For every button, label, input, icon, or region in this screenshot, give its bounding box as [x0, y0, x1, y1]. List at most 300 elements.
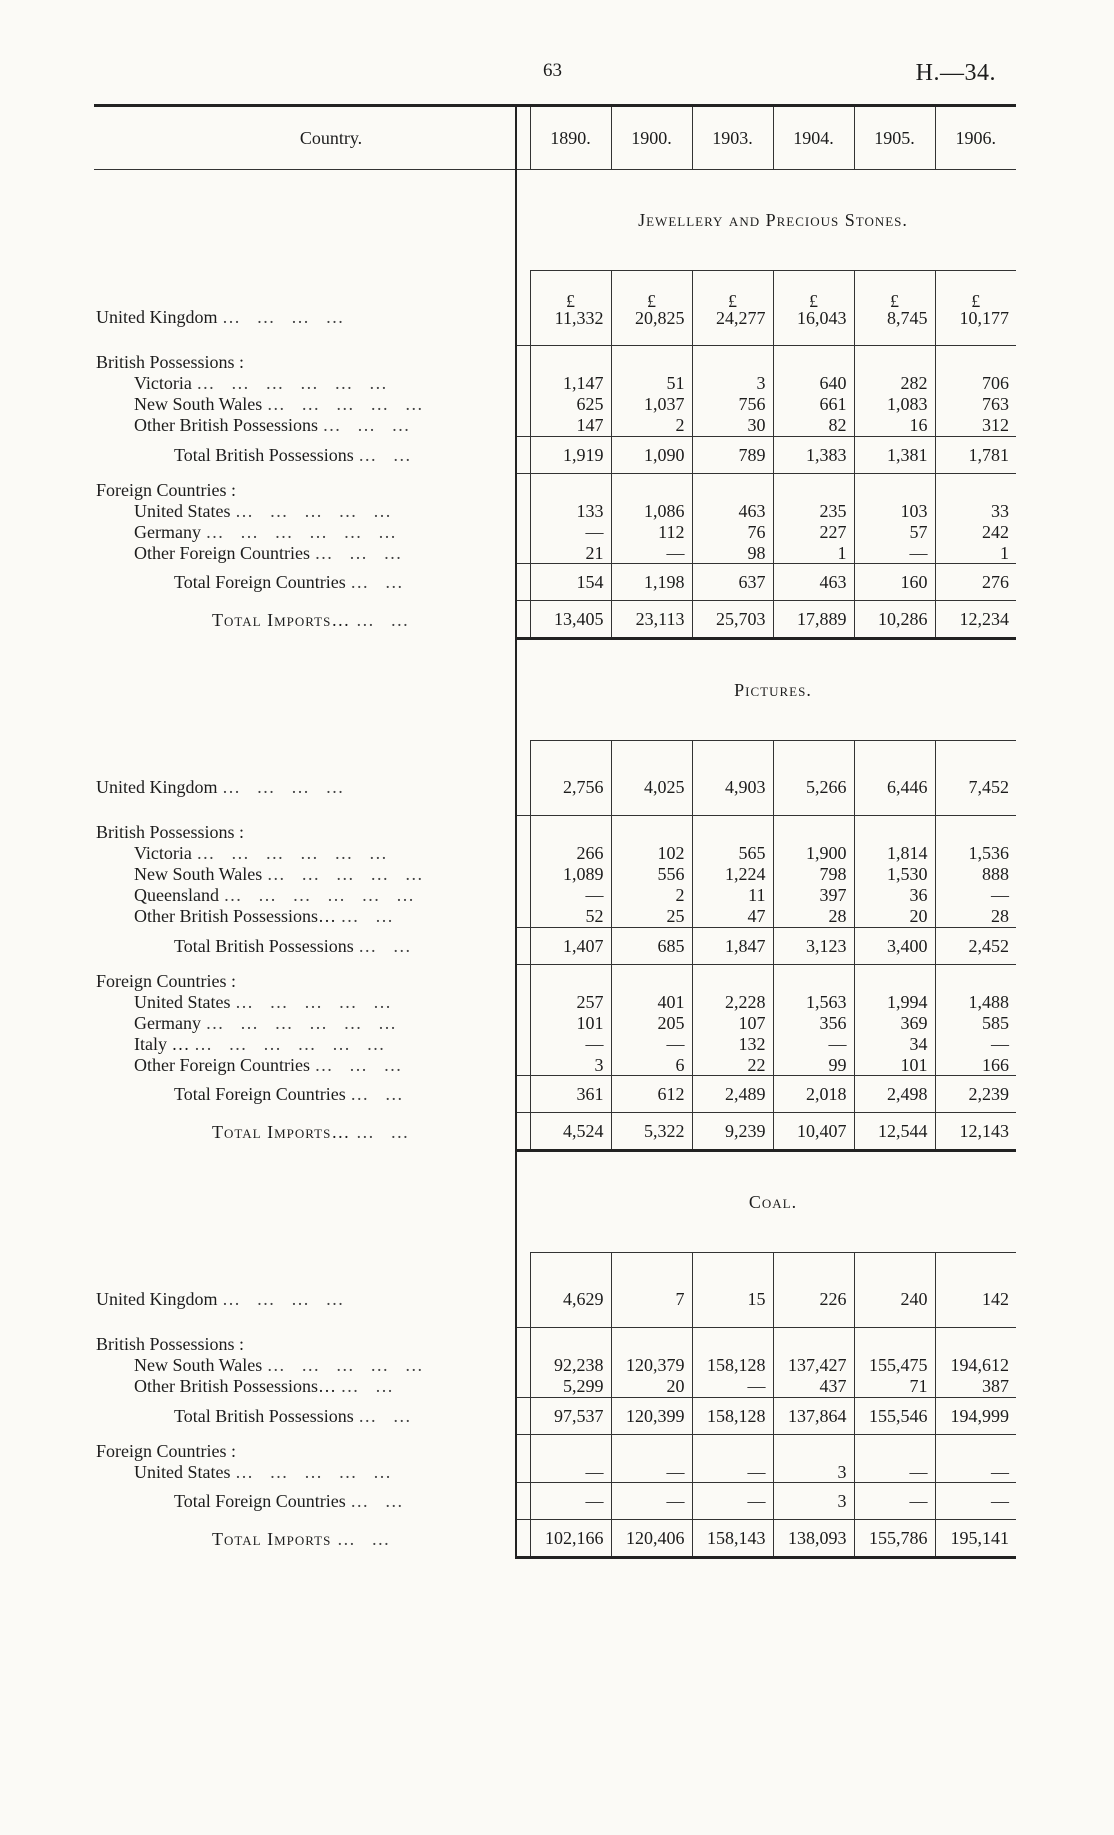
value-text: —: [991, 1491, 1009, 1511]
row-label-text: Total Foreign Countries: [174, 1084, 346, 1104]
value-cell: [530, 1397, 611, 1434]
value-cell: [611, 1461, 692, 1483]
column-divider: [516, 1355, 530, 1376]
dot-leaders: … … …: [314, 1054, 408, 1075]
value-text: 195,141: [950, 1528, 1009, 1548]
row-label-text: United States: [134, 500, 231, 521]
value-cell: [854, 373, 935, 394]
value-text: 5,266: [806, 777, 847, 797]
column-divider: [516, 991, 530, 1012]
value-cell: [530, 927, 611, 964]
value-text: 463: [738, 500, 766, 521]
value-cell: [530, 843, 611, 864]
value-text: 137,864: [788, 1405, 847, 1426]
page-number: 63: [543, 60, 562, 81]
column-divider: [516, 1054, 530, 1076]
value-cell: [773, 1355, 854, 1376]
value-text: —: [666, 1461, 685, 1482]
value-cell: [692, 415, 773, 437]
column-divider: [516, 1397, 530, 1434]
value-cell: [773, 601, 854, 639]
year-column-header: 1906.: [935, 106, 1016, 170]
column-divider: [516, 415, 530, 437]
group-heading: British Possessions :: [96, 352, 245, 372]
document-reference: H.—34.: [915, 60, 996, 86]
value-text: 155,546: [869, 1405, 928, 1426]
value-cell: [530, 542, 611, 564]
united-kingdom-row: [94, 271, 1016, 332]
value-cell: [854, 271, 935, 332]
value-text: —: [991, 1033, 1009, 1054]
value-text: 1,847: [725, 935, 766, 956]
table-header-row: [94, 106, 1016, 170]
column-divider: [516, 564, 530, 601]
value-text: 155,786: [869, 1528, 928, 1548]
column-divider: [516, 1520, 530, 1558]
group-heading: Foreign Countries :: [96, 1440, 236, 1461]
value-cell: [611, 1012, 692, 1033]
value-cell: [611, 601, 692, 639]
value-cell: [773, 864, 854, 885]
value-cell: [692, 1376, 773, 1398]
value-cell: [854, 1355, 935, 1376]
value-cell: [854, 1253, 935, 1314]
value-cell: [935, 1054, 1016, 1076]
value-cell: [692, 1113, 773, 1151]
column-divider: [516, 801, 530, 816]
value-text: 194,999: [950, 1405, 1009, 1426]
value-cell: [854, 521, 935, 542]
value-text: 33: [991, 500, 1009, 521]
value-cell: [854, 1012, 935, 1033]
value-cell: [611, 1076, 692, 1113]
column-divider: [516, 1076, 530, 1113]
value-cell: [773, 1376, 854, 1398]
value-cell: [773, 500, 854, 521]
value-cell: [773, 991, 854, 1012]
value-text: 2,452: [968, 935, 1009, 956]
value-cell: [935, 1397, 1016, 1434]
united-kingdom-row: [94, 1253, 1016, 1314]
value-text: 1,086: [644, 500, 685, 521]
row-label-text: Queensland: [134, 885, 219, 905]
column-divider: [516, 816, 530, 843]
value-text: 612: [657, 1084, 685, 1104]
value-cell: [935, 843, 1016, 864]
value-cell: [773, 1113, 854, 1151]
value-cell: [935, 1113, 1016, 1151]
value-text: 2,228: [725, 991, 766, 1012]
value-text: 47: [747, 906, 766, 926]
value-cell: [530, 1012, 611, 1033]
value-text: 1,919: [563, 444, 604, 465]
table-row: [94, 1012, 1016, 1033]
value-text: 12,544: [878, 1121, 928, 1141]
value-text: 437: [819, 1376, 847, 1396]
value-cell: [773, 542, 854, 564]
value-text: 361: [576, 1084, 604, 1104]
value-cell: [854, 991, 935, 1012]
row-label: [94, 1054, 516, 1076]
row-label-text: Victoria: [134, 843, 192, 863]
value-cell: [530, 1033, 611, 1054]
dot-leaders: … … … … …: [266, 394, 429, 414]
value-text: 16: [909, 415, 928, 435]
value-cell: [692, 991, 773, 1012]
value-cell: [854, 1483, 935, 1520]
row-label-text: United Kingdom: [96, 777, 218, 797]
value-text: 107: [738, 1012, 766, 1033]
column-divider: [516, 170, 530, 271]
row-label-text: Germany: [134, 521, 201, 542]
value-text: 798: [819, 864, 847, 884]
dot-leaders: … … …: [314, 542, 408, 563]
value-text: 276: [982, 572, 1009, 592]
value-cell: [935, 1033, 1016, 1054]
dot-leaders: … …: [358, 1405, 417, 1426]
row-label-text: Other Foreign Countries: [134, 542, 310, 563]
row-label: [94, 1012, 516, 1033]
value-text: 640: [819, 373, 847, 393]
row-label: [94, 373, 516, 394]
value-text: 1,563: [806, 991, 847, 1012]
value-text: 76: [747, 521, 766, 542]
column-divider: [516, 346, 530, 373]
row-label: [94, 1076, 516, 1113]
table-row: [94, 864, 1016, 885]
row-label: [94, 500, 516, 521]
value-text: 120,406: [626, 1528, 685, 1548]
value-cell: [773, 906, 854, 928]
value-text: 3: [756, 373, 766, 393]
dot-leaders: … … … … … …: [194, 1033, 391, 1054]
row-label-text: Total British Possessions: [174, 444, 354, 465]
value-cell: [692, 601, 773, 639]
row-label-text: Total Foreign Countries: [174, 1491, 346, 1511]
value-text: 112: [658, 521, 685, 542]
dot-leaders: … … … … …: [235, 500, 397, 521]
value-cell: [692, 542, 773, 564]
value-cell: [692, 1397, 773, 1434]
value-text: 15: [747, 1289, 766, 1309]
value-cell: [935, 601, 1016, 639]
value-text: —: [747, 1491, 766, 1511]
value-cell: [773, 271, 854, 332]
value-text: 789: [738, 444, 766, 465]
value-text: 57: [909, 521, 928, 542]
column-divider: [516, 331, 530, 346]
foreign-total-row: [94, 1483, 1016, 1520]
row-label-text: United Kingdom: [96, 1289, 218, 1309]
value-text: 25: [666, 906, 685, 926]
british-possessions-heading: [94, 346, 1016, 373]
value-text: —: [747, 1461, 766, 1482]
value-text: 1,089: [563, 864, 604, 884]
dot-leaders: … … … … … …: [205, 1012, 402, 1033]
column-divider: [516, 864, 530, 885]
table-row: [94, 542, 1016, 564]
value-text: —: [828, 1033, 847, 1054]
value-cell: [692, 1033, 773, 1054]
value-text: 1,037: [644, 394, 685, 414]
column-divider: [516, 639, 530, 741]
value-cell: [935, 542, 1016, 564]
value-cell: [773, 885, 854, 906]
value-cell: [530, 601, 611, 639]
value-text: 120,399: [626, 1405, 685, 1426]
row-label: [94, 394, 516, 415]
imports-table: [94, 104, 1016, 1559]
table-row: [94, 1376, 1016, 1398]
value-cell: [611, 271, 692, 332]
value-cell: [692, 373, 773, 394]
dot-leaders: … … … … … …: [223, 885, 420, 905]
year-column-header: 1905.: [854, 106, 935, 170]
value-cell: [530, 394, 611, 415]
value-cell: [530, 991, 611, 1012]
value-text: 6,446: [887, 777, 928, 797]
column-divider: [516, 1434, 530, 1461]
row-label-text: Total Imports…: [212, 609, 351, 630]
value-text: 888: [982, 864, 1009, 884]
section-title: Jewellery and Precious Stones.: [530, 170, 1016, 271]
value-cell: [854, 436, 935, 473]
value-text: —: [909, 1461, 928, 1482]
dot-leaders: … … … … …: [235, 991, 397, 1012]
dot-leaders: … … … … …: [266, 1355, 429, 1375]
table-row: [94, 1355, 1016, 1376]
column-divider: [516, 542, 530, 564]
value-cell: [611, 741, 692, 802]
value-text: 242: [982, 521, 1009, 542]
value-cell: [611, 1355, 692, 1376]
value-cell: [611, 1033, 692, 1054]
row-label: [94, 843, 516, 864]
column-divider: [516, 1113, 530, 1151]
value-text: —: [909, 1491, 928, 1511]
value-text: 20,825: [635, 308, 685, 328]
value-text: 2,756: [563, 777, 604, 797]
dot-leaders: … …: [340, 1376, 400, 1397]
value-cell: [530, 864, 611, 885]
value-text: 82: [828, 415, 847, 435]
value-cell: [530, 1355, 611, 1376]
row-label: [94, 271, 516, 332]
value-cell: [854, 394, 935, 415]
value-text: 4,524: [563, 1121, 604, 1141]
value-cell: [935, 906, 1016, 928]
value-cell: [530, 500, 611, 521]
value-cell: [611, 991, 692, 1012]
value-cell: [692, 436, 773, 473]
row-label-text: Total Imports: [212, 1528, 332, 1549]
value-text: 51: [666, 373, 685, 393]
value-text: 102: [657, 843, 685, 863]
table-row: [94, 521, 1016, 542]
column-divider: [516, 964, 530, 991]
dot-leaders: … …: [355, 1121, 415, 1142]
value-cell: [935, 1012, 1016, 1033]
table-row: [94, 843, 1016, 864]
value-cell: [773, 394, 854, 415]
value-text: 102,166: [545, 1528, 604, 1548]
column-divider: [516, 394, 530, 415]
value-cell: [773, 843, 854, 864]
value-cell: [692, 1461, 773, 1483]
currency-symbol: £: [728, 291, 737, 311]
row-label-text: New South Wales: [134, 864, 263, 884]
value-cell: [854, 564, 935, 601]
column-divider: [516, 373, 530, 394]
dot-leaders: … …: [350, 572, 409, 592]
row-label-text: Total Foreign Countries: [174, 572, 346, 592]
value-text: 1: [1000, 542, 1009, 563]
table-row: [94, 906, 1016, 928]
value-text: 166: [982, 1054, 1009, 1075]
value-text: 625: [576, 394, 604, 414]
value-text: 92,238: [554, 1355, 604, 1375]
value-text: 103: [900, 500, 928, 521]
value-text: 1,198: [644, 572, 685, 592]
value-cell: [935, 1461, 1016, 1483]
value-cell: [692, 1520, 773, 1558]
column-divider: [516, 500, 530, 521]
dot-leaders: … … … …: [222, 1289, 350, 1309]
british-possessions-heading: [94, 816, 1016, 843]
value-cell: [854, 885, 935, 906]
value-cell: [773, 1520, 854, 1558]
value-text: 142: [982, 1289, 1009, 1309]
value-cell: [530, 1076, 611, 1113]
value-text: 158,128: [707, 1405, 766, 1426]
row-label: [94, 415, 516, 437]
dot-leaders: … … … …: [222, 777, 350, 797]
value-text: 205: [657, 1012, 685, 1033]
value-cell: [530, 564, 611, 601]
value-cell: [530, 1483, 611, 1520]
table-row: [94, 991, 1016, 1012]
group-heading: British Possessions :: [96, 822, 245, 842]
value-cell: [611, 1397, 692, 1434]
value-cell: [611, 843, 692, 864]
currency-symbol: £: [809, 291, 818, 311]
value-text: 1,814: [887, 843, 928, 863]
value-cell: [611, 1483, 692, 1520]
row-label: [94, 1113, 516, 1151]
value-text: 1: [837, 542, 847, 563]
column-divider: [516, 1313, 530, 1328]
value-text: 97,537: [554, 1405, 604, 1426]
value-text: 685: [657, 935, 685, 956]
value-cell: [611, 500, 692, 521]
spacer-row: [94, 1313, 1016, 1328]
row-label: [94, 521, 516, 542]
value-cell: [854, 741, 935, 802]
value-text: 2,489: [725, 1084, 766, 1104]
value-text: 99: [828, 1054, 847, 1075]
value-text: 1,407: [563, 935, 604, 956]
value-cell: [854, 843, 935, 864]
value-text: 7: [675, 1289, 685, 1309]
value-text: 22: [747, 1054, 766, 1075]
value-text: 194,612: [950, 1355, 1009, 1375]
value-cell: [611, 864, 692, 885]
column-divider: [516, 1328, 530, 1355]
value-text: 25,703: [716, 609, 766, 629]
row-label: [94, 906, 516, 928]
british-possessions-heading: [94, 1328, 1016, 1355]
value-cell: [611, 542, 692, 564]
value-cell: [692, 271, 773, 332]
value-text: 463: [819, 572, 847, 592]
row-label-text: Other Foreign Countries: [134, 1054, 310, 1075]
value-text: —: [747, 1376, 766, 1396]
value-text: 132: [738, 1033, 766, 1054]
value-text: 3,123: [806, 935, 847, 956]
value-cell: [611, 885, 692, 906]
value-text: 2,239: [968, 1084, 1009, 1104]
dot-leaders: … …: [340, 906, 400, 927]
column-divider: [516, 436, 530, 473]
currency-symbol: £: [647, 291, 656, 311]
table-row: [94, 373, 1016, 394]
row-label: [94, 1253, 516, 1314]
value-text: 1,994: [887, 991, 928, 1012]
value-text: —: [991, 1461, 1009, 1482]
value-text: 4,903: [725, 777, 766, 797]
value-cell: [773, 373, 854, 394]
table-row: [94, 500, 1016, 521]
value-cell: [854, 1520, 935, 1558]
value-cell: [611, 1376, 692, 1398]
value-text: 7,452: [968, 777, 1009, 797]
value-cell: [773, 1076, 854, 1113]
value-cell: [935, 1355, 1016, 1376]
value-text: 12,234: [959, 609, 1009, 629]
spacer-row: [94, 331, 1016, 346]
value-text: 240: [900, 1289, 928, 1309]
table-row: [94, 1054, 1016, 1076]
value-cell: [854, 927, 935, 964]
group-heading: Foreign Countries :: [96, 970, 236, 991]
value-cell: [935, 991, 1016, 1012]
value-cell: [854, 1376, 935, 1398]
value-cell: [773, 1397, 854, 1434]
value-text: 387: [982, 1376, 1009, 1396]
group-heading: British Possessions :: [96, 1334, 245, 1354]
dot-leaders: … … … … … …: [196, 373, 393, 393]
value-cell: [773, 1461, 854, 1483]
row-label-text: New South Wales: [134, 1355, 263, 1375]
row-label: [94, 1520, 516, 1558]
value-cell: [935, 394, 1016, 415]
value-text: 101: [900, 1054, 928, 1075]
dot-leaders: … …: [350, 1084, 409, 1104]
value-text: 158,143: [707, 1528, 766, 1548]
value-cell: [773, 741, 854, 802]
row-label: [94, 1355, 516, 1376]
value-cell: [935, 500, 1016, 521]
value-text: 556: [657, 864, 685, 884]
value-text: 138,093: [788, 1528, 847, 1548]
value-text: 1,383: [806, 444, 847, 465]
value-text: 3,400: [887, 935, 928, 956]
row-label: [94, 1461, 516, 1483]
foreign-countries-heading: [94, 964, 1016, 991]
british-total-row: [94, 436, 1016, 473]
value-text: 28: [991, 906, 1009, 926]
row-label-text: Victoria: [134, 373, 192, 393]
